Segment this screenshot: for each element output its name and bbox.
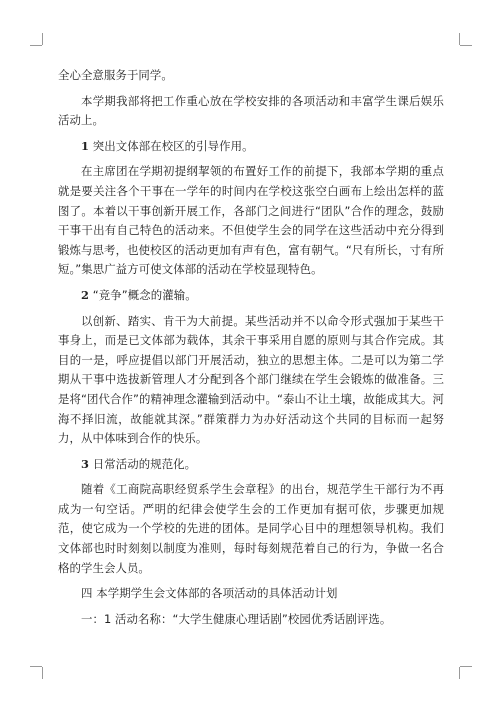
section-heading-4: 四 本学期学生会文体部的各项活动的具体活动计划	[81, 586, 338, 601]
crop-mark-bottom-left	[42, 666, 43, 667]
section-heading-1: 1 突出文体部在校区的引导作用。	[81, 138, 254, 153]
paragraph-standardization: 随着《工商院高职经贸系学生会章程》的出台，规范学生干部行为不再成为一句空话。严明的纪律会使学生会的工作更加有据可依，步骤更加规范，使它成为一个学校的先进的团体。是同学心目中的理想领导机构。我们文体部也时时刻刻以制度为准则，每时每刻规范着自己的行为，争做一名合格的学生会人员。	[58, 482, 444, 575]
document-body	[58, 66, 444, 635]
paragraph-closing-line: 全心全意服务于同学。	[58, 68, 173, 82]
activity-item-1: 一：1 活动名称：“大学生健康心理话剧”校园优秀话剧评选。	[81, 611, 392, 626]
section-number: 1	[81, 138, 90, 153]
section-heading-3: 3 日常活动的规范化。	[81, 456, 197, 471]
crop-mark-bottom-right	[459, 666, 460, 667]
section-number: 2	[81, 287, 90, 302]
section-number: 3	[81, 456, 90, 471]
paragraph-focus: 本学期我部将把工作重心放在学校安排的各项活动和丰富学生课后娱乐活动上。	[58, 93, 444, 128]
paragraph-guidance: 在主席团在学期初提纲挈领的布置好工作的前提下，我部本学期的重点就是要关注各个干事在一学年的时间内在学校这张空白画布上绘出怎样的蓝图了。本着以干事创新开展工作，各部门之间进行“团队”合作的理念，鼓励干事干出有自己特色的活动来。不但使学生会的同学在这些活动中充分得到锻炼与思考，也使校区的活动更加有声有色，富有朝气。“尺有所长，寸有所短。”集思广益方可使文体部的活动在学校显现特色。	[58, 164, 444, 277]
crop-mark-top-right	[459, 35, 460, 36]
section-heading-2: 2 “竞争”概念的灌输。	[81, 287, 197, 302]
paragraph-competition: 以创新、踏实、肯干为大前提。某些活动并不以命令形式强加于某些干事身上，而是已文体部为载体，其余干事采用自愿的原则与其合作完成。其目的一是，呼应提倡以部门开展活动，独立的思想主体。二是可以为第二学期从干事中选拔新管理人才分配到各个部门继续在学生会锻炼的做准备。三是将“团代合作”的精神理念灌输到活动中。“泰山不让土壤，故能成其大。河海不择旧流，故能就其深。”群策群力为办好活动这个共同的目标而一起努力，从中体味到合作的快乐。	[58, 313, 444, 446]
crop-mark-top-left	[42, 35, 43, 36]
